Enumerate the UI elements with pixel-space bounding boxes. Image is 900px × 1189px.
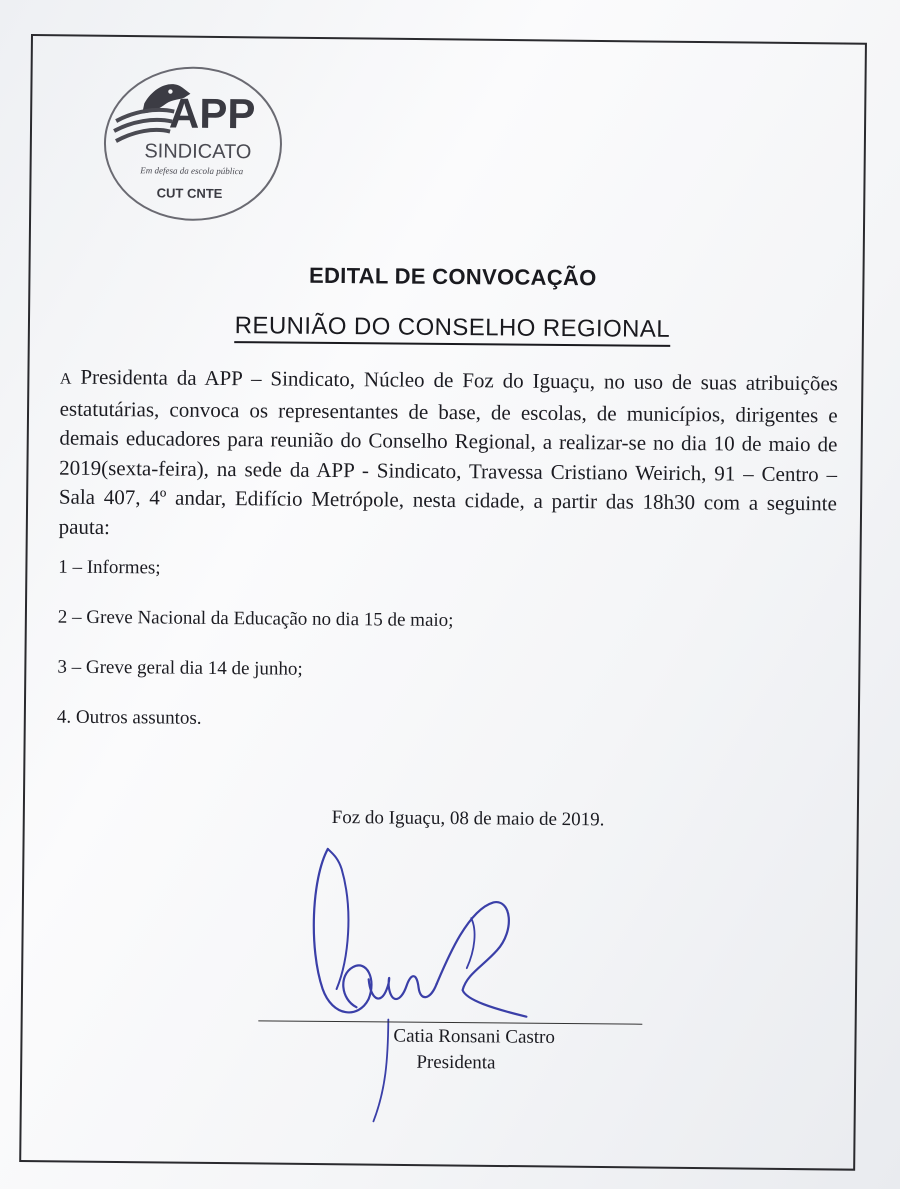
agenda-item: 4. Outros assuntos. (56, 706, 202, 729)
signature-drawing (295, 839, 558, 1131)
logo-affiliations: CUT CNTE (156, 185, 223, 201)
app-sindicato-logo (99, 63, 286, 225)
logo-subtitle: SINDICATO (144, 140, 252, 164)
document-subtitle-text: REUNIÃO DO CONSELHO REGIONAL (235, 312, 671, 347)
handwritten-signature (295, 839, 558, 1131)
place-and-date: Foz do Iguaçu, 08 de maio de 2019. (331, 806, 605, 831)
signer-role: Presidenta (416, 1051, 496, 1074)
convocation-paragraph (58, 363, 838, 549)
logo-tagline: Em defesa da escola pública (140, 165, 244, 177)
logo-name: APP (168, 89, 256, 138)
signer-name: Catia Ronsani Castro (393, 1025, 556, 1048)
document-subtitle (2, 310, 900, 346)
logo-seal (99, 63, 286, 225)
agenda-item: 1 – Informes; (58, 556, 161, 579)
paragraph-text: Presidenta da APP – Sindicato, Núcleo de Foz do Iguaçu, no uso de suas atribuições estatutárias, convoca os representantes de base, de escolas, de municípios, dirigentes e demais educadores para reunião do Conselho Regional, a realizar-se no dia 10 de maio de 2019(sexta-feira), na sede da APP - Sindicato, Travessa Cristiano Weirich, 91 – Centro – Sala 407, 4º andar, Edifício Metrópole, nesta cidade, a partir das 18h30 com a seguinte pauta: (58, 364, 839, 539)
agenda-item: 2 – Greve Nacional da Educação no dia 15 de maio; (57, 606, 454, 632)
document-title: EDITAL DE CONVOCAÇÃO (308, 262, 597, 291)
paragraph-initial: A (59, 370, 72, 388)
agenda-item: 3 – Greve geral dia 14 de junho; (57, 656, 303, 680)
